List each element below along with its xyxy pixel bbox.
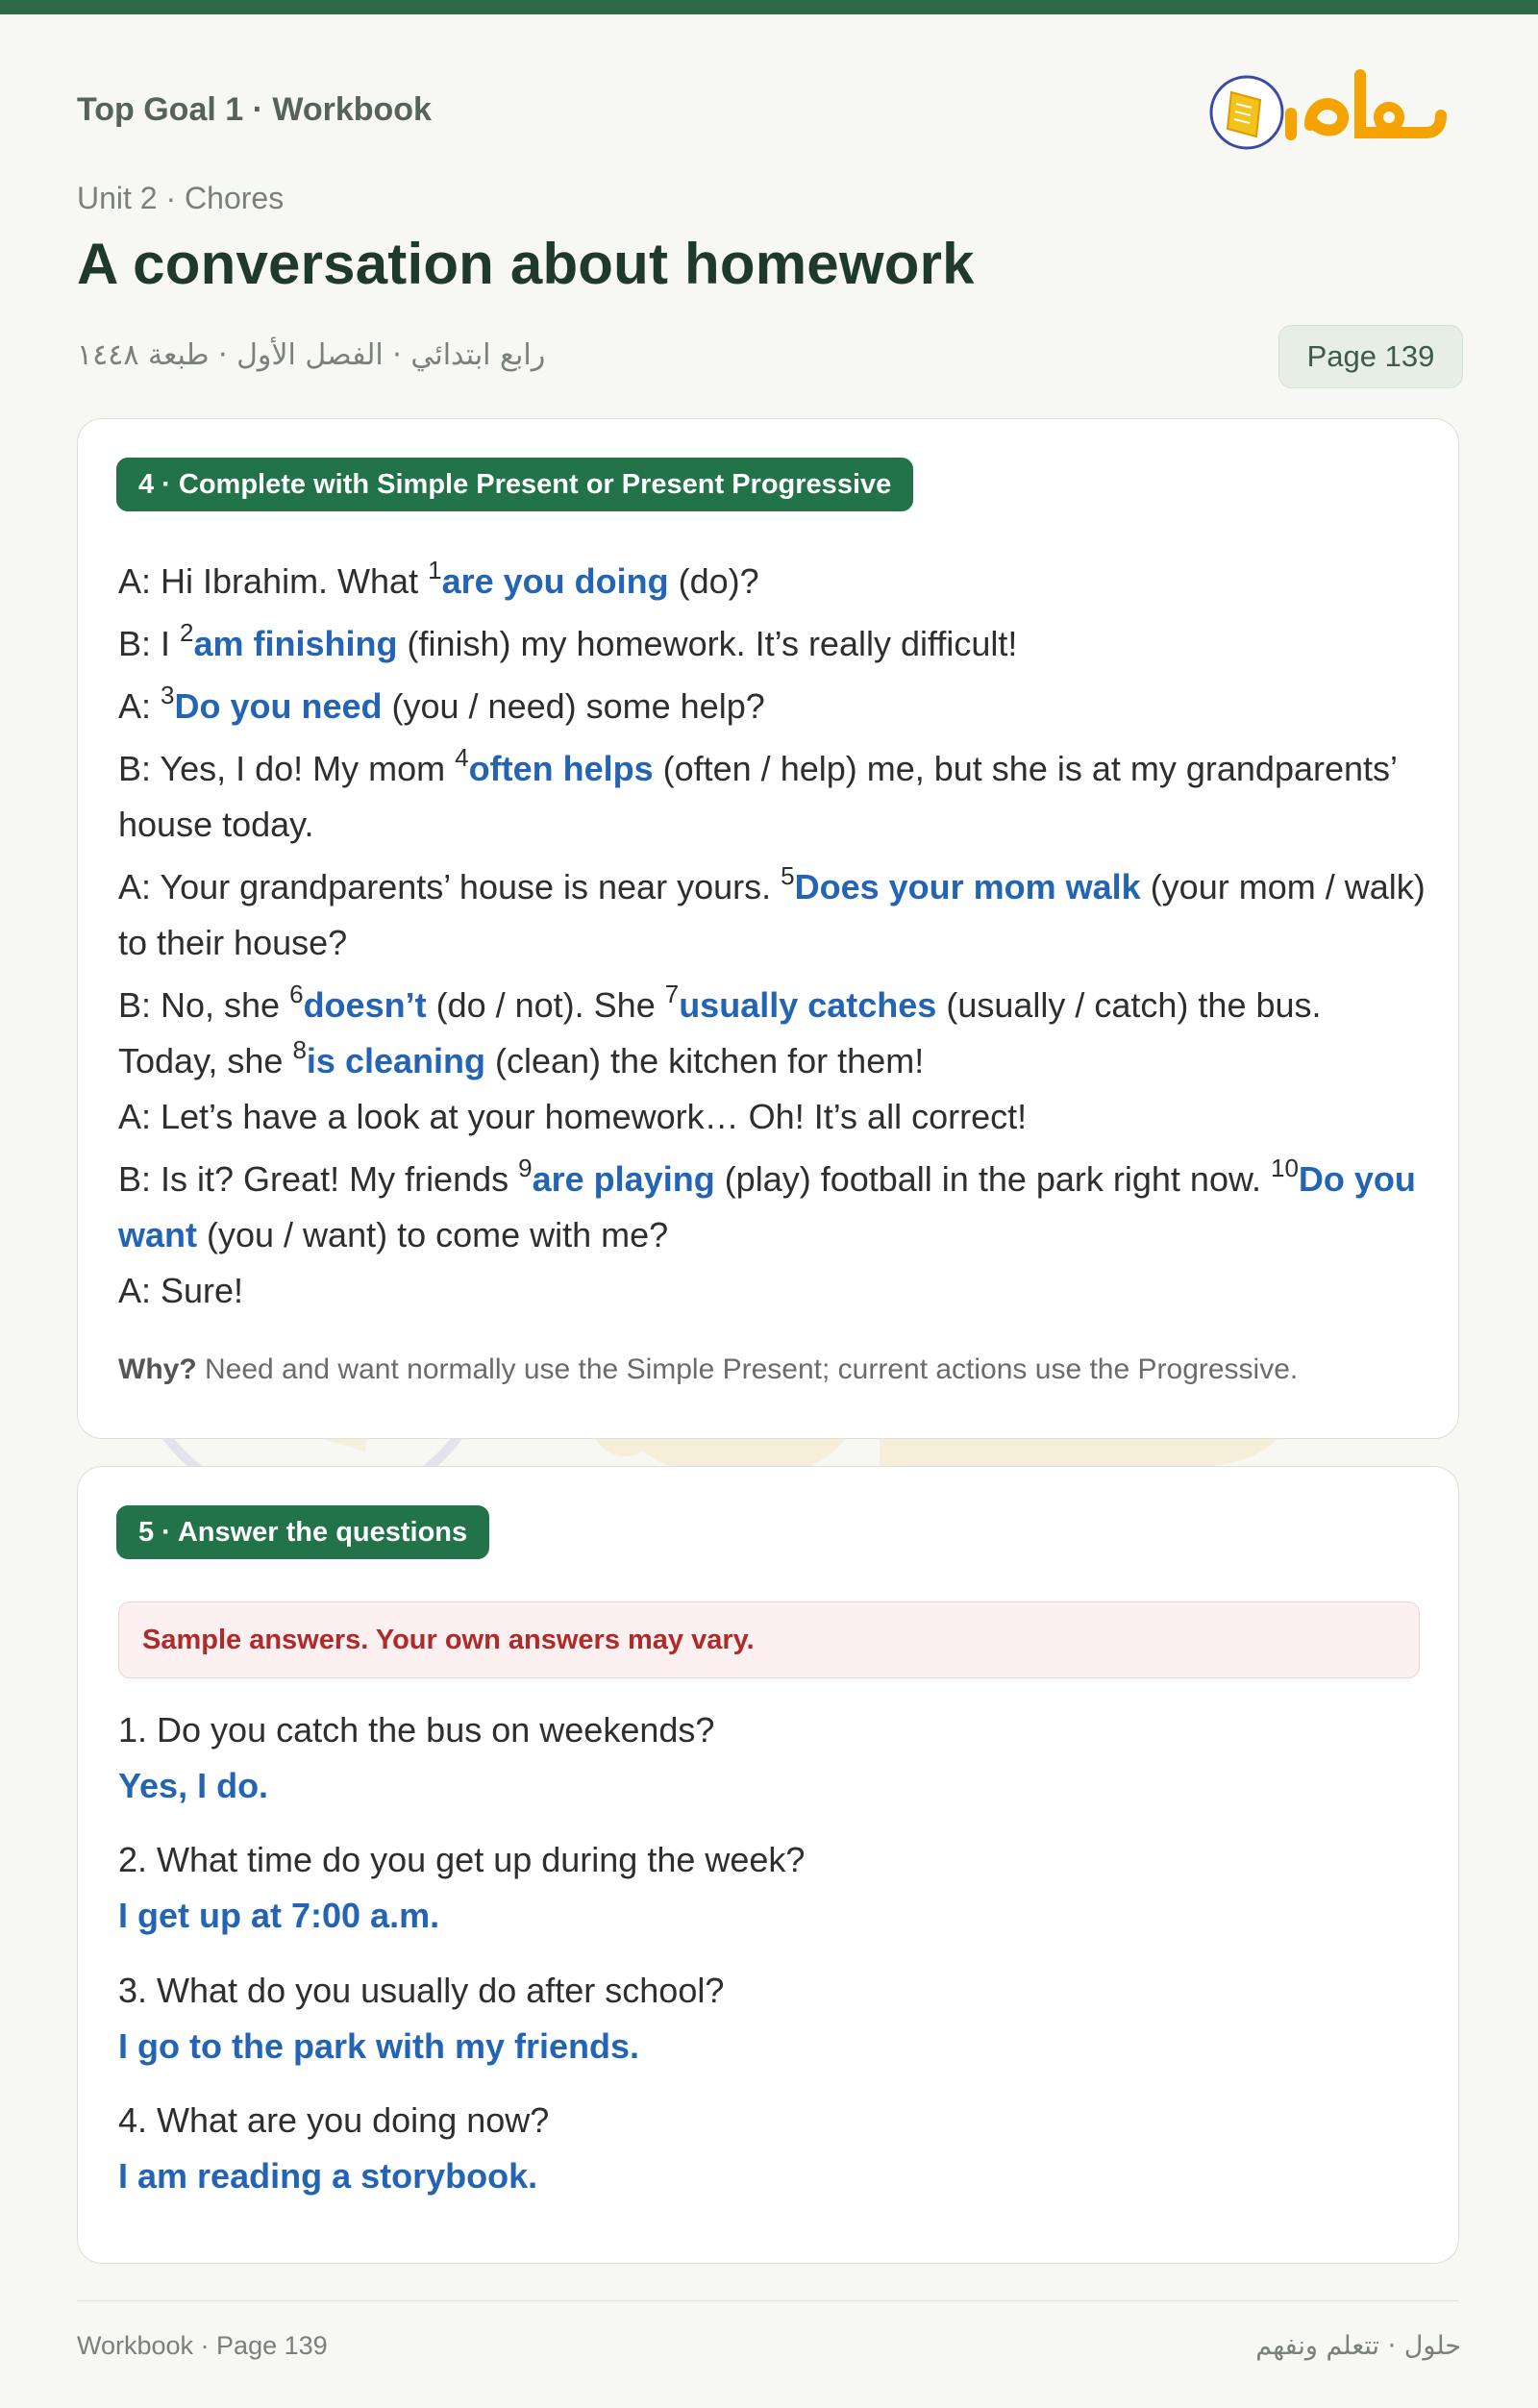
top-accent-bar [0,0,1538,14]
question-text: 3. What do you usually do after school? [118,1971,725,2010]
dialogue [118,554,1426,1319]
dialogue-line: A: Sure! [118,1271,244,1310]
arabic-meta: رابع ابتدائي · الفصل الأول · طبعة ١٤٤٨ [77,338,546,372]
answer-blank: doesn’t [303,985,427,1025]
exercise-5-card [77,1466,1459,2264]
answer-blank: am finishing [193,624,398,663]
exercise-4-badge: 4 · Complete with Simple Present or Present Progressive [116,458,913,511]
dialogue-line: A: Hi Ibrahim. What $^1$are you doing (do)? [118,556,759,601]
dialogue-line: A: $^3$Do you need (you / need) some help? [118,681,765,726]
unit-label: Unit 2 · Chores [77,181,285,215]
exercise-5-badge: 5 · Answer the questions [116,1505,489,1559]
dialogue-line: A: Let’s have a look at your homework… Oh! It’s all correct! [118,1097,1028,1136]
page-title: A conversation about homework [77,232,975,296]
question-item [118,1963,1426,2074]
exercise-4-card [77,418,1459,1439]
footer-brand: حلول · تتعلم ونفهم [1255,2331,1461,2361]
page-number-pill: Page 139 [1278,325,1463,388]
answer-blank: Do you need [174,686,383,726]
hulul-logo [1206,58,1447,163]
question-item [118,1702,1426,1814]
answer-text: I get up at 7:00 a.m. [118,1896,440,1935]
answer-text: Yes, I do. [118,1766,269,1805]
dialogue-line: A: Your grandparents’ house is near yours. $^5$Does your mom walk (your mom / walk) to their house? [118,861,1426,962]
question-item [118,2093,1426,2204]
answer-blank: often helps [468,749,654,788]
answer-blank: is cleaning [306,1041,485,1080]
question-text: 4. What are you doing now? [118,2100,550,2140]
question-text: 2. What time do you get up during the week? [118,1840,806,1879]
answer-blank: are you doing [441,561,669,601]
answer-blank: Does your mom walk [794,867,1141,906]
question-text: 1. Do you catch the bus on weekends? [118,1710,715,1750]
answer-blank: usually catches [679,985,937,1025]
footer-page-label: Workbook · Page 139 [77,2331,328,2360]
book-title: Top Goal 1 · Workbook [77,91,432,128]
answer-text: I am reading a storybook. [118,2156,538,2196]
answer-blank: Do you want [118,1159,1416,1254]
sample-answers-notice: Sample answers. Your own answers may vary. [118,1601,1420,1678]
dialogue-line: B: I $^2$am finishing (finish) my homework. It’s really difficult! [118,618,1018,663]
why-note: Why? Need and want normally use the Simple Present; current actions use the Progressive. [118,1353,1299,1385]
answer-text: I go to the park with my friends. [118,2026,640,2066]
answer-blank: are playing [532,1159,715,1199]
footer-divider [77,2300,1459,2301]
dialogue-line: B: Yes, I do! My mom $^4$often helps (often / help) me, but she is at my grandparents’ house today. [118,743,1397,844]
dialogue-line: B: Is it? Great! My friends $^9$are playing (play) football in the park right now. $^{10}$Do you want (you / want) to come with me? [118,1154,1416,1254]
question-item [118,1832,1426,1944]
dialogue-line: B: No, she $^6$doesn’t (do / not). She $^7$usually catches (usually / catch) the bus. Today, she $^8$is cleaning (clean) the kitchen for them! [118,980,1322,1080]
